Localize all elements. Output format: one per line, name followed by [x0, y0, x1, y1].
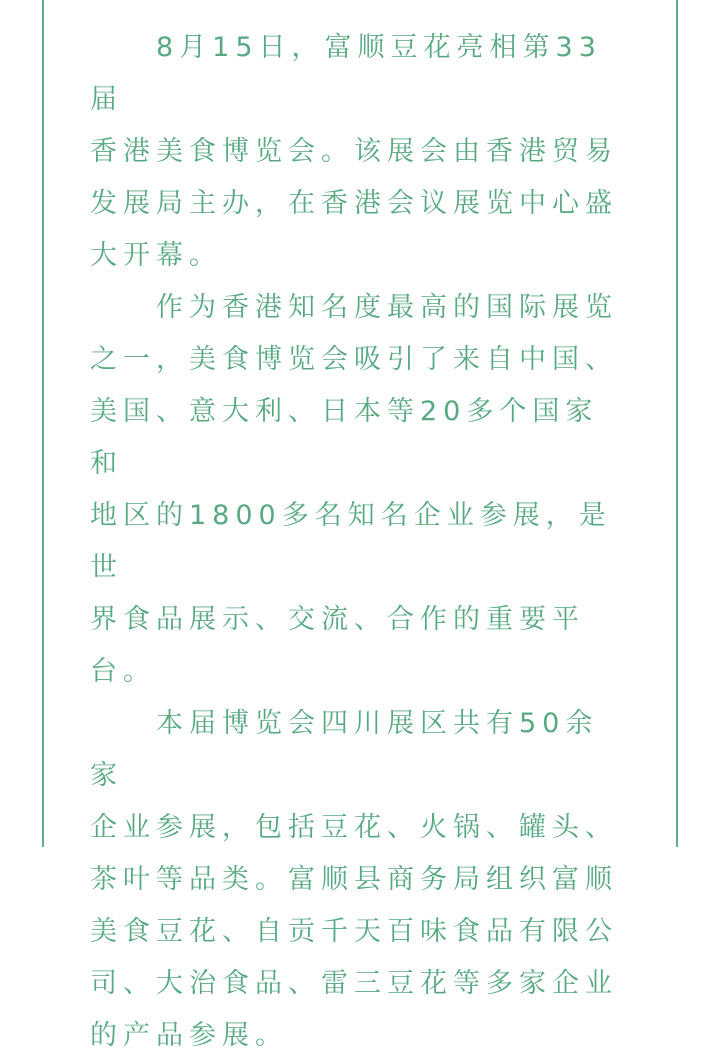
article-body — [90, 22, 630, 1062]
paragraph-2: 作为香港知名度最高的国际展览 之一，美食博览会吸引了来自中国、 美国、意大利、日本等20多个国家和 地区的1800多名知名企业参展，是世 界食品展示、交流、合作的重要平 台。 — [90, 292, 618, 687]
right-border-line — [676, 0, 678, 847]
paragraph-1: 8月15日，富顺豆花亮相第33届 香港美食博览会。该展会由香港贸易 发展局主办，在香港会议展览中心盛 大开幕。 — [90, 32, 618, 271]
left-border-line — [42, 0, 44, 847]
paragraph-3: 本届博览会四川展区共有50余家 企业参展，包括豆花、火锅、罐头、 茶叶等品类。富顺县商务局组织富顺 美食豆花、自贡千天百味食品有限公 司、大治食品、雷三豆花等多家企业 的产品参展。 — [90, 708, 618, 1051]
